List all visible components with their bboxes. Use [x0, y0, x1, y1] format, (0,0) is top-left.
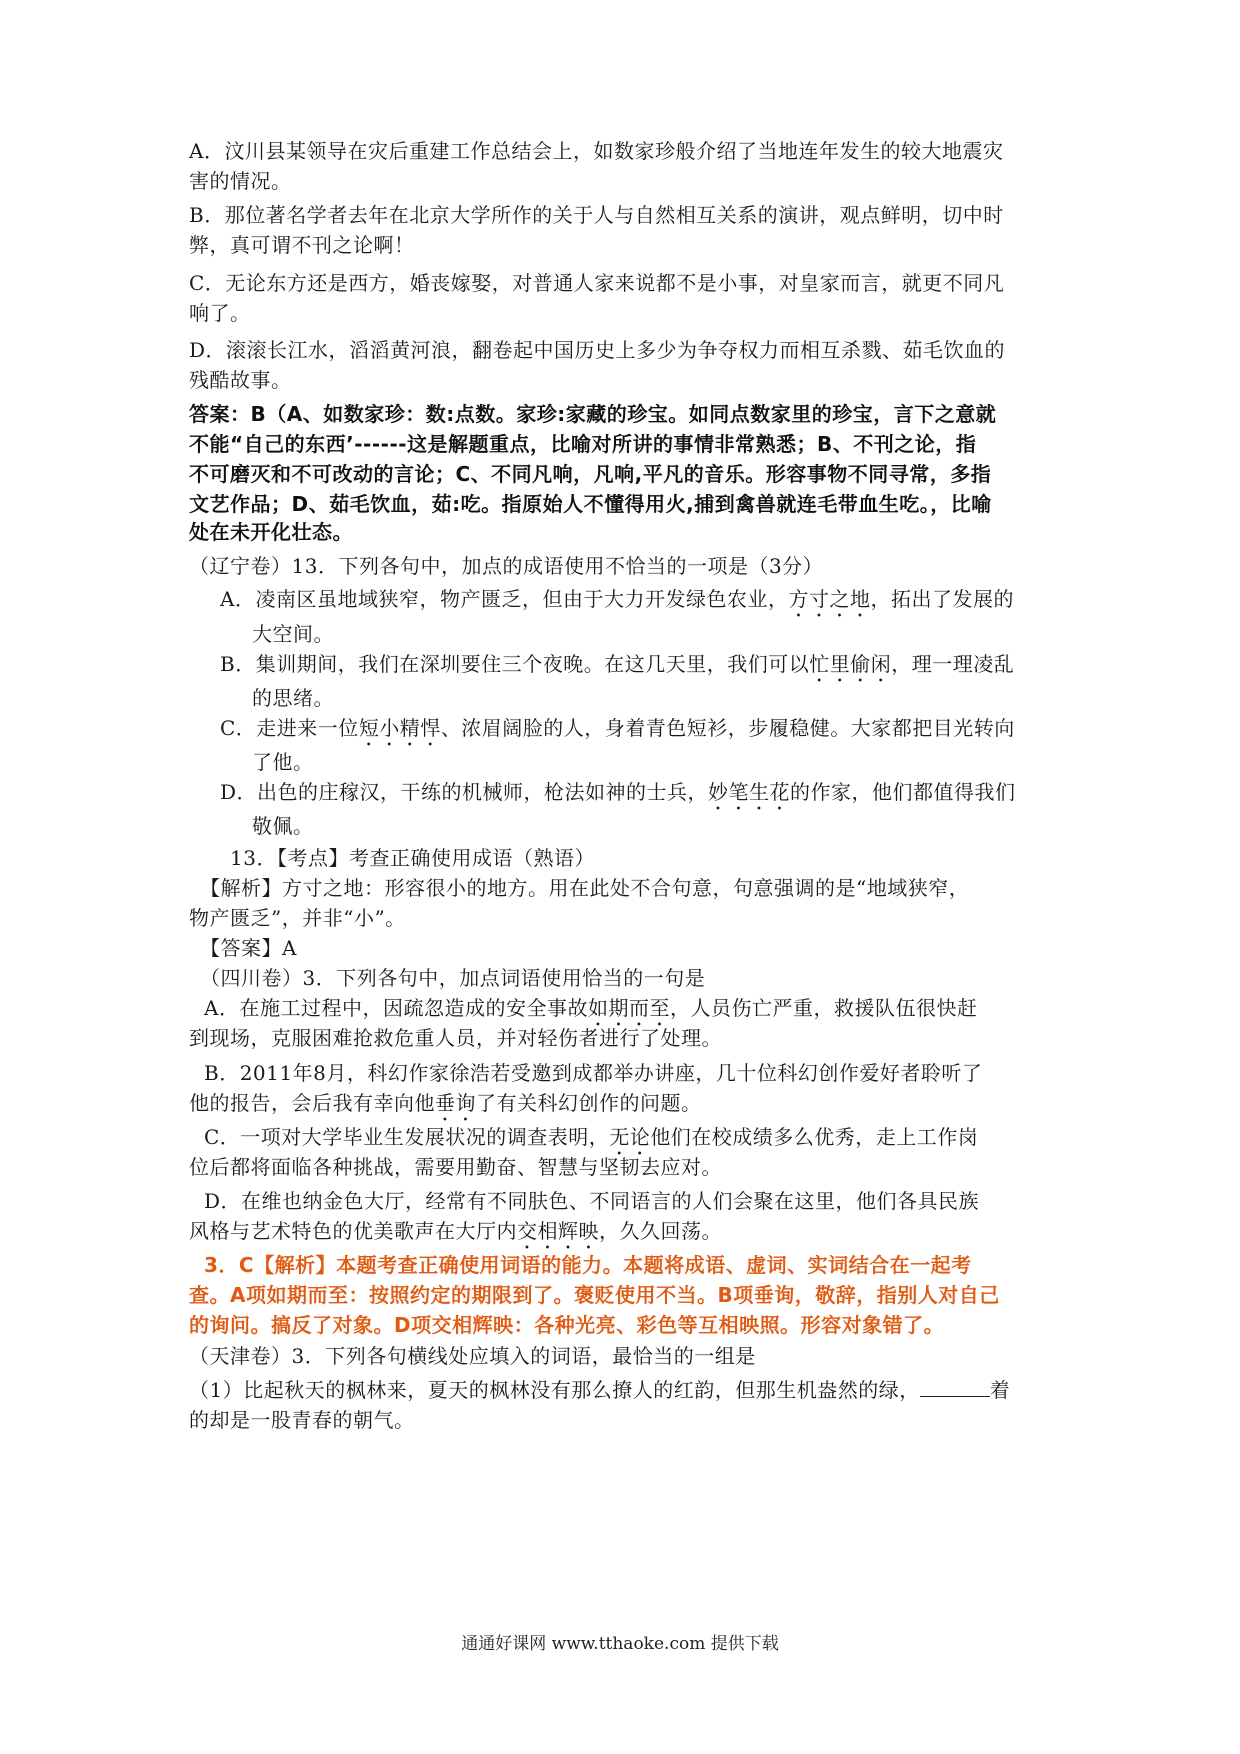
sichuan-explanation-line-2: 查。A项如期而至：按照约定的期限到了。褒贬使用不当。B项垂询，敬辞，指别人对自己	[189, 1283, 1000, 1307]
option-c-line-1: C．无论东方还是西方，婚丧嫁娶，对普通人家来说都不是小事，对皇家而言，就更不同凡	[189, 271, 1005, 295]
tianjin-question-1-line-1	[189, 1376, 1055, 1404]
option-c-line-2: 响了。	[189, 301, 251, 325]
tianjin-question-1-line-2: 的却是一股青春的朝气。	[189, 1408, 415, 1432]
text-segment: 他的报告，会后我有幸向他	[189, 1091, 435, 1115]
sichuan-option-d-line-1: D．在维也纳金色大厅，经常有不同肤色、不同语言的人们会聚在这里，他们各具民族	[204, 1189, 980, 1213]
text-segment: ，理一理凌乱	[891, 652, 1015, 676]
text-segment: 、浓眉阔脸的人，身着青色短衫，步履稳健。大家都把目光转向	[440, 716, 1015, 740]
liaoning-option-d-line-1	[220, 778, 1086, 815]
sichuan-option-b-line-2	[189, 1089, 1055, 1126]
dotted-idiom: 如期而至	[587, 996, 670, 1020]
dotted-idiom: 交相辉映	[517, 1219, 599, 1243]
liaoning-jiexi-line-1: 【解析】方寸之地：形容很小的地方。用在此处不合句意，句意强调的是“地域狭窄，	[200, 876, 970, 900]
dotted-word: 垂询	[435, 1091, 476, 1115]
answer-line-5: 处在未开化壮态。	[189, 520, 353, 544]
sichuan-option-d-line-2	[189, 1217, 1055, 1254]
liaoning-option-c-line-2: 了他。	[252, 750, 314, 774]
dotted-idiom: 短小精悍	[358, 716, 441, 740]
dotted-idiom: 忙里偷闲	[809, 652, 892, 676]
liaoning-kaodian: 13．【考点】考查正确使用成语（熟语）	[230, 846, 595, 870]
tianjin-question-header: （天津卷）3．下列各句横线处应填入的词语，最恰当的一组是	[189, 1344, 756, 1368]
answer-line-2: 不能“自己的东西’------这是解题重点，比喻对所讲的事情非常熟悉；B、不刊之论，指	[189, 432, 977, 456]
text-segment: ，人员伤亡严重，救援队伍很快赶	[669, 996, 978, 1020]
liaoning-option-b-line-1	[220, 650, 1086, 687]
sichuan-option-c-line-2: 位后都将面临各种挑战，需要用勤奋、智慧与坚韧去应对。	[189, 1155, 722, 1179]
liaoning-option-d-line-2: 敬佩。	[252, 814, 314, 838]
liaoning-option-a-line-2: 大空间。	[252, 622, 334, 646]
option-b-line-1: B．那位著名学者去年在北京大学所作的关于人与自然相互关系的演讲，观点鲜明，切中时	[189, 203, 1004, 227]
text-segment: C．走进来一位	[220, 716, 359, 740]
option-d-line-2: 残酷故事。	[189, 368, 292, 392]
text-segment: A．在施工过程中，因疏忽造成的安全事故	[204, 996, 588, 1020]
page-footer: 通通好课网 www.tthaoke.com 提供下载	[461, 1634, 779, 1654]
liaoning-option-a-line-1	[220, 585, 1086, 622]
text-segment: 了有关科幻创作的问题。	[476, 1091, 702, 1115]
dotted-idiom: 妙笔生花	[708, 780, 791, 804]
liaoning-option-b-line-2: 的思绪。	[252, 686, 334, 710]
answer-line-4: 文艺作品；D、茹毛饮血，茹:吃。指原始人不懂得用火,捕到禽兽就连毛带血生吃。，比喻	[189, 492, 992, 516]
option-a-line-1: A．汶川县某领导在灾后重建工作总结会上，如数家珍般介绍了当地连年发生的较大地震灾	[189, 139, 1004, 163]
liaoning-answer: 【答案】A	[200, 936, 297, 960]
answer-line-3: 不可磨灭和不可改动的言论；C、不同凡响，凡响,平凡的音乐。形容事物不同寻常，多指	[189, 462, 992, 486]
sichuan-option-a-line-2: 到现场，克服困难抢救危重人员，并对轻伤者进行了处理。	[189, 1026, 722, 1050]
sichuan-explanation-line-3: 的询问。搞反了对象。D项交相辉映：各种光亮、彩色等互相映照。形容对象错了。	[189, 1313, 945, 1337]
dotted-word: 无论	[609, 1125, 651, 1149]
liaoning-option-c-line-1	[220, 714, 1086, 751]
text-segment: D．出色的庄稼汉，干练的机械师，枪法如神的士兵，	[220, 780, 709, 804]
sichuan-explanation-line-1: 3．C【解析】本题考查正确使用词语的能力。本题将成语、虚词、实词结合在一起考	[204, 1253, 972, 1277]
option-d-line-1: D．滚滚长江水，滔滔黄河浪，翻卷起中国历史上多少为争夺权力而相互杀戮、茹毛饮血的	[189, 338, 1006, 362]
text-segment: C．一项对大学毕业生发展状况的调查表明，	[204, 1125, 610, 1149]
text-segment: ，久久回荡。	[599, 1219, 722, 1243]
option-a-line-2: 害的情况。	[189, 169, 292, 193]
text-segment: 的作家，他们都值得我们	[790, 780, 1016, 804]
dotted-idiom: 方寸之地	[788, 587, 871, 611]
text-segment: A．凌南区虽地域狭窄，物产匮乏，但由于大力开发绿色农业，	[220, 587, 789, 611]
text-segment: B．集训期间，我们在深圳要住三个夜晚。在这几天里，我们可以	[220, 652, 810, 676]
sichuan-option-b-line-1: B．2011年8月，科幻作家徐浩若受邀到成都举办讲座，几十位科幻创作爱好者聆听了	[204, 1061, 983, 1085]
text-segment: 风格与艺术特色的优美歌声在大厅内	[189, 1219, 517, 1243]
text-segment: ，拓出了发展的	[870, 587, 1014, 611]
text-segment: 他们在校成绩多么优秀，走上工作岗	[650, 1125, 979, 1149]
answer-line-1: 答案：B（A、如数家珍：数:点数。家珍:家藏的珍宝。如同点数家里的珍宝，言下之意就	[189, 402, 997, 426]
option-b-line-2: 弊，真可谓不刊之论啊！	[189, 233, 415, 257]
sichuan-question-header: （四川卷）3．下列各句中，加点词语使用恰当的一句是	[200, 966, 706, 990]
liaoning-question-header: （辽宁卷）13．下列各句中，加点的成语使用不恰当的一项是（3分）	[189, 554, 824, 578]
text-segment: （1）比起秋天的枫林来，夏天的枫林没有那么撩人的红韵，但那生机盎然的绿，	[189, 1378, 920, 1402]
text-segment: 着	[989, 1378, 1011, 1402]
fill-blank	[920, 1378, 990, 1397]
liaoning-jiexi-line-2: 物产匮乏”，并非“小”。	[189, 906, 406, 930]
